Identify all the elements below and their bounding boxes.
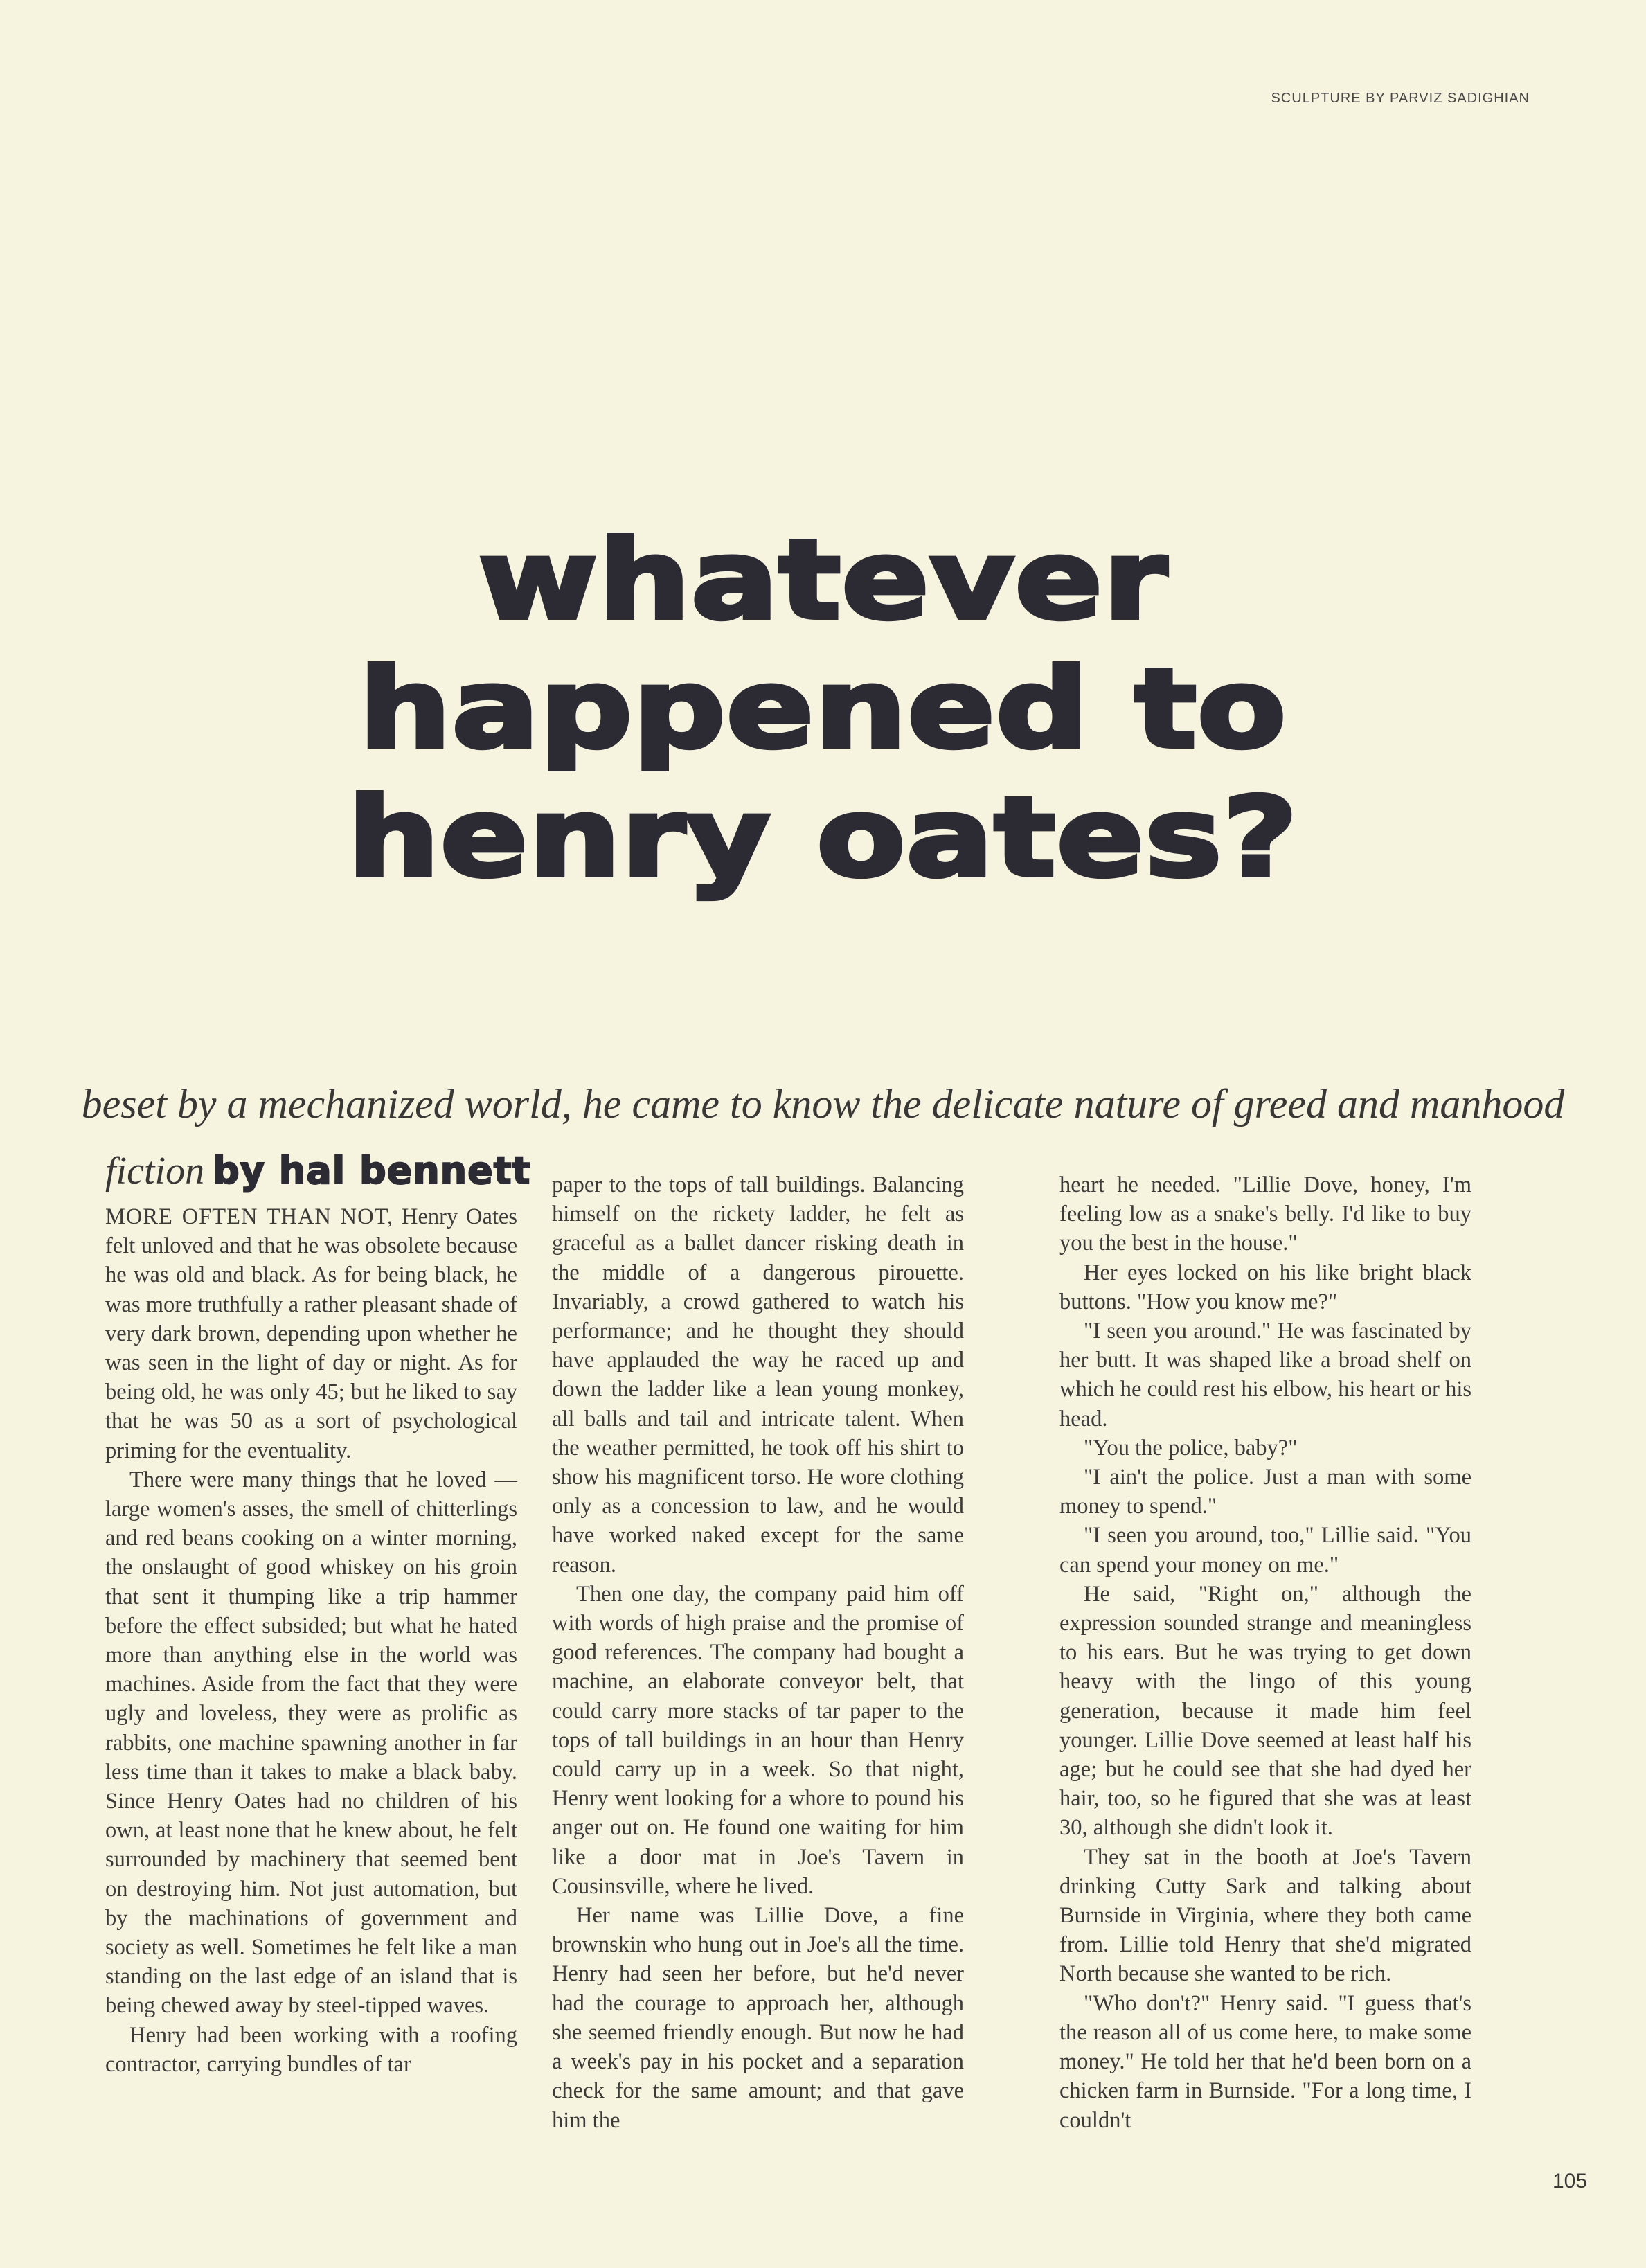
title-line-1: whatever [478,517,1168,644]
paragraph-text: Henry Oates felt unloved and that he was obsolete because he was old and black. As for being black, he was more truthfully a rather pleasant shade of very dark brown, depending upon whether he was seen in the light of day or night. As for being old, he was only 45; but he liked to say that he was 50 as a sort of psychological priming for the eventuality. [105,1204,517,1463]
byline [105,1149,531,1199]
paragraph: Then one day, the company paid him off with words of high praise and the promise of good references. The company had bought a machine, an elaborate conveyor belt, that could carry more stacks of tar paper to the tops of tall buildings in an hour than Henry could carry up in a week. So that night, Henry went looking for a whore to pound his anger out on. He found one waiting for him like a door mat in Joe's Tavern in Cousinsville, where he lived. [552,1581,964,1899]
article-title [0,516,1646,902]
paragraph: "You the police, baby?" [1084,1435,1298,1461]
text-column-2 [552,1170,964,2135]
paragraph [105,1202,517,1465]
paragraph: He said, "Right on," although the expression sounded strange and meaningless to his ears. But he was trying to get down heavy with the lingo of this young generation, because it made him feel younger. Lillie Dove seemed at least half his age; but he could see that she had dyed her hair, too, so he figured that she was at least 30, although she didn't look it. [1059,1581,1471,1841]
paragraph: "I seen you around, too," Lillie said. "You can spend your money on me." [1059,1523,1471,1578]
title-line-2: happened to [359,645,1287,773]
paragraph: There were many things that he loved —large women's asses, the smell of chitterlings and red beans cooking on a winter morning, the onslaught of good whiskey on his groin that sent it thumping like a trip hammer before the effect subsided; but what he hated more than anything else in the world was machines. Aside from the fact that they were ugly and loveless, they were as prolific as rabbits, one machine spawning another in far less time than it takes to make a black baby. Since Henry Oates had no children of his own, at least none that he knew about, he felt surrounded by machinery that seemed bent on destroying him. Not just automation, but by the machinations of government and society as well. Sometimes he felt like a man standing on the last edge of an island that is being chewed away by steel-tipped waves. [105,1467,517,2019]
article-subtitle: beset by a mechanized world, he came to know the delicate nature of greed and manhood [81,1081,1565,1127]
photo-credit: SCULPTURE BY PARVIZ SADIGHIAN [1271,91,1530,106]
paragraph: They sat in the booth at Joe's Tavern drinking Cutty Sark and talking about Burnside in Virginia, where they both came from. Lillie told Henry that she'd migrated North because she wanted to be rich. [1059,1844,1471,1987]
paragraph: Her name was Lillie Dove, a fine brownskin who hung out in Joe's all the time. Henry had seen her before, but he'd never had the courage to approach her, although she seemed friendly enough. But now he had a week's pay in his pocket and a separation check for the same amount; and that gave him the [552,1903,964,2133]
paragraph: heart he needed. "Lillie Dove, honey, I'm feeling low as a snake's belly. I'd like to buy you the best in the house." [1059,1172,1471,1256]
byline-label: fiction [105,1150,205,1193]
text-column-3 [1059,1170,1471,2135]
title-line-3: henry oates? [347,774,1299,902]
paragraph: "I ain't the police. Just a man with some money to spend." [1059,1465,1471,1519]
text-column-1 [105,1149,531,2079]
page-number: 105 [1553,2170,1588,2193]
paragraph: Henry had been working with a roofing contractor, carrying bundles of tar [105,2022,517,2077]
paragraph: "I seen you around." He was fascinated by her butt. It was shaped like a broad shelf on which he could rest his elbow, his heart or his head. [1059,1319,1471,1431]
paragraph: Her eyes locked on his like bright black buttons. "How you know me?" [1059,1260,1471,1314]
paragraph: "Who don't?" Henry said. "I guess that's the reason all of us come here, to make some money." He told her that he'd been born on a chicken farm in Burnside. "For a long time, I couldn't [1059,1990,1471,2133]
lead-in: MORE OFTEN THAN NOT, [105,1204,394,1229]
byline-author: by hal bennett [213,1149,531,1193]
paragraph: paper to the tops of tall buildings. Balancing himself on the rickety ladder, he felt as graceful as a ballet dancer risking death in the middle of a dangerous pirouette. Invariably, a crowd gathered to watch his performance; and he thought they should have applauded the way he raced up and down the ladder like a lean young monkey, all balls and tail and intricate talent. When the weather permitted, he took off his shirt to show his magnificent torso. He wore clothing only as a concession to law, and he would have worked naked except for the same reason. [552,1172,964,1578]
